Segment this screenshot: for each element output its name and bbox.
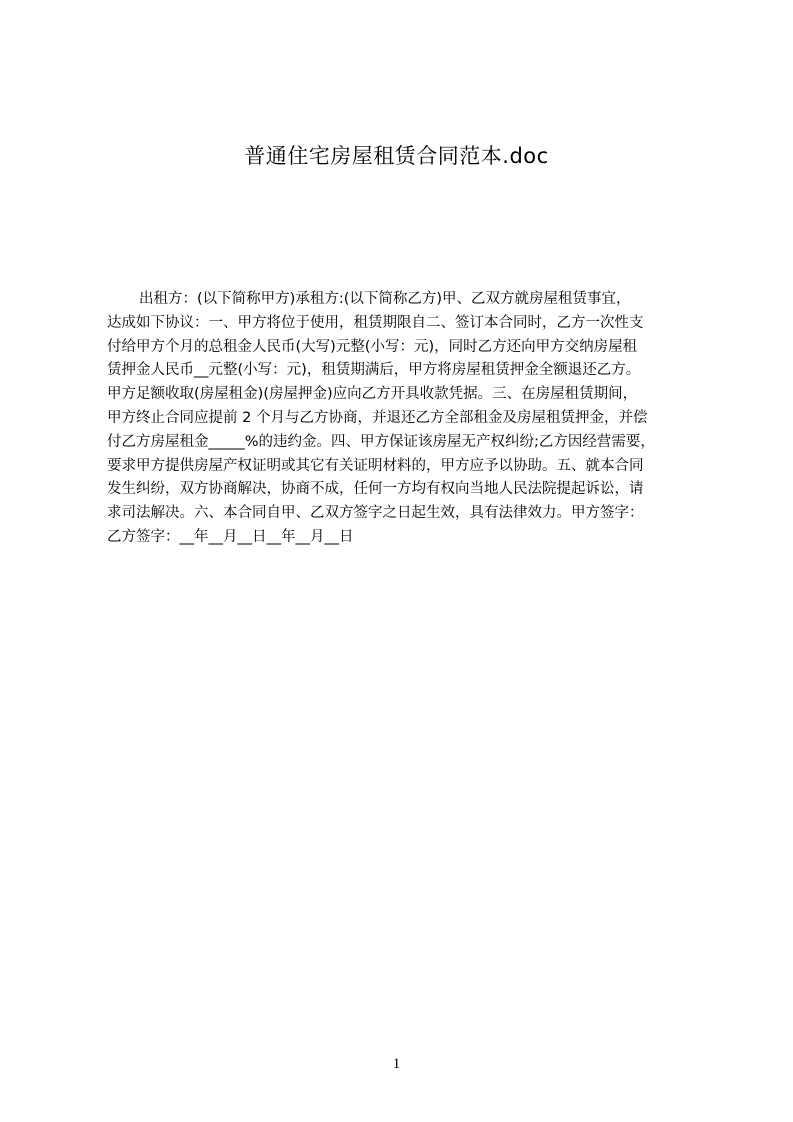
page-number: 1: [392, 1056, 401, 1072]
body-line: 付乙方房屋租金_____%的违约金。四、甲方保证该房屋无产权纠纷;乙方因经营需要，: [107, 433, 655, 450]
body-line: 求司法解决。六、本合同自甲、乙双方签字之日起生效，具有法律效力。甲方签字：: [107, 505, 644, 522]
body-line: 发生纠纷，双方协商解决，协商不成，任何一方均有权向当地人民法院提起诉讼，请: [107, 481, 644, 498]
body-line: 付给甲方个月的总租金人民币(大写)元整(小写：元)，同时乙方还向甲方交纳房屋租: [107, 338, 638, 355]
body-line: 乙方签字：__年__月__日__年__月__日: [107, 528, 354, 545]
body-line: 甲方终止合同应提前 2 个月与乙方协商，并退还乙方全部租金及房屋租赁押金，并偿: [107, 409, 648, 426]
contract-body: [107, 288, 697, 550]
body-line: 达成如下协议：一、甲方将位于使用，租赁期限自二、签订本合同时，乙方一次性支: [107, 314, 644, 331]
document-title: 普通住宅房屋租赁合同范本.doc: [244, 144, 549, 168]
body-line: 赁押金人民币__元整(小写：元)，租赁期满后，甲方将房屋租赁押金全额退还乙方。: [107, 362, 641, 379]
body-line: 甲方足额收取(房屋租金)(房屋押金)应向乙方开具收款凭据。三、在房屋租赁期间，: [107, 386, 638, 403]
body-line: 要求甲方提供房屋产权证明或其它有关证明材料的，甲方应予以协助。五、就本合同: [107, 457, 644, 474]
body-line: 出租方：(以下简称甲方)承租方:(以下简称乙方)甲、乙双方就房屋租赁事宜，: [139, 291, 631, 307]
